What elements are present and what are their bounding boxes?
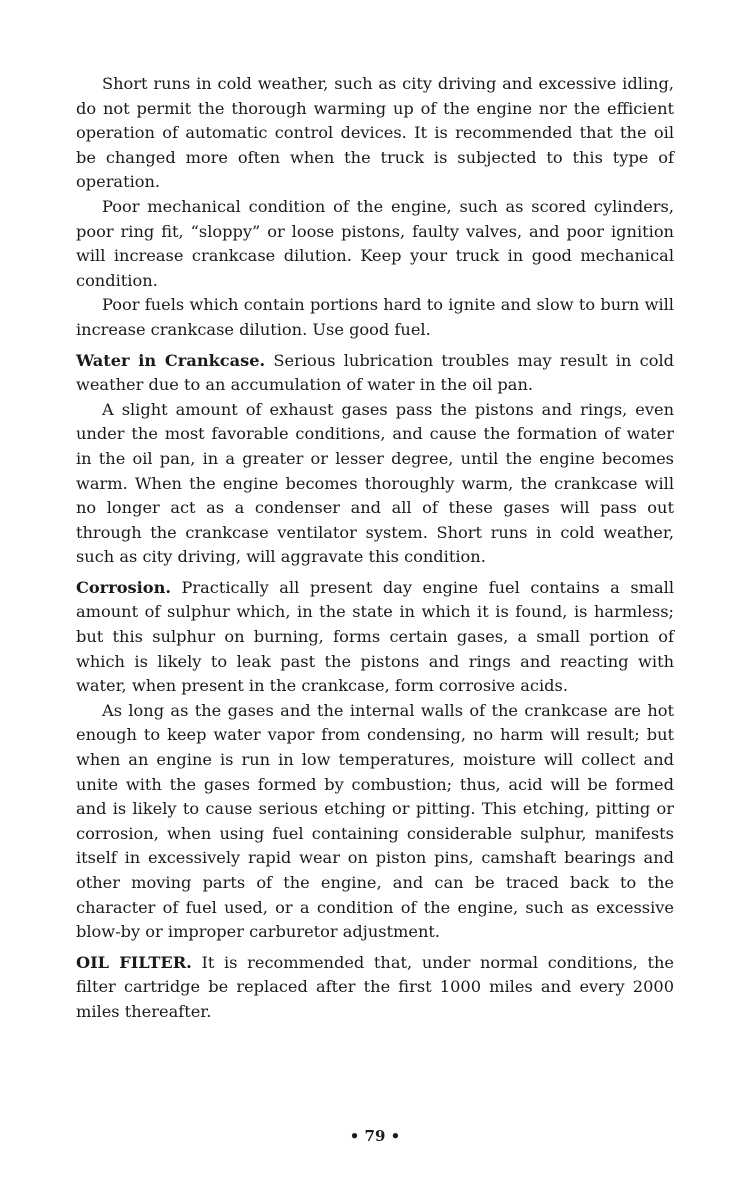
- text-oil-filter: It is recommended that, under normal conditions, the filter cartridge be replaced after the first 1000 miles and every 2000 miles thereafter.: [76, 952, 674, 1021]
- paragraph-mechanical-condition: Poor mechanical condition of the engine, such as scored cylinders, poor ring fit, “sloppy” or loose pistons, faulty valves, and poor ignition will increase crankcase dilution. Keep your truck in good mechanical condition.: [76, 196, 674, 290]
- text-water-in-crankcase: Serious lubrication troubles may result in cold weather due to an accumulation of water in the oil pan.: [76, 350, 674, 395]
- heading-oil-filter: OIL FILTER.: [76, 952, 192, 972]
- paragraph-water-in-crankcase: [76, 349, 674, 398]
- paragraph-oil-filter: [76, 951, 674, 1025]
- paragraph-corrosion: [76, 576, 674, 699]
- paragraph-poor-fuels: Poor fuels which contain portions hard to ignite and slow to burn will increase crankcase dilution. Use good fuel.: [76, 295, 674, 339]
- text-corrosion: Practically all present day engine fuel contains a small amount of sulphur which, in the state in which it is found, is harmless; but this sulphur on burning, forms certain gases, a small portion of which is likely to leak past the pistons and rings and reacting with water, when present in the crankcase, form corrosive acids.: [76, 577, 674, 696]
- paragraph-exhaust-gases: A slight amount of exhaust gases pass the pistons and rings, even under the most favorable conditions, and cause the formation of water in the oil pan, in a greater or lesser degree, until the engine becomes warm. When the engine becomes thoroughly warm, the crankcase will no longer act as a condenser and all of these gases will pass out through the crankcase ventilator system. Short runs in cold weather, such as city driving, will aggravate this condition.: [76, 399, 674, 567]
- heading-water-in-crankcase: Water in Crankcase.: [76, 350, 266, 370]
- paragraph-short-runs: Short runs in cold weather, such as city driving and excessive idling, do not permit the thorough warming up of the engine nor the efficient operation of automatic control devices. It is recommended that the oil be changed more often when the truck is subjected to this type of operation.: [76, 74, 674, 192]
- heading-corrosion: Corrosion.: [76, 577, 171, 597]
- page-body: [76, 72, 674, 1025]
- page-number: • 79 •: [349, 1127, 401, 1145]
- paragraph-hot-gases: As long as the gases and the internal walls of the crankcase are hot enough to keep water vapor from condensing, no harm will result; but when an engine is run in low temperatures, moisture will collect and unite with the gases formed by combustion; thus, acid will be formed and is likely to cause serious etching or pitting. This etching, pitting or corrosion, when using fuel containing considerable sulphur, manifests itself in excessively rapid wear on piston pins, camshaft bearings and other moving parts of the engine, and can be traced back to the character of fuel used, or a condition of the engine, such as excessive blow-by or improper carburetor adjustment.: [76, 700, 674, 942]
